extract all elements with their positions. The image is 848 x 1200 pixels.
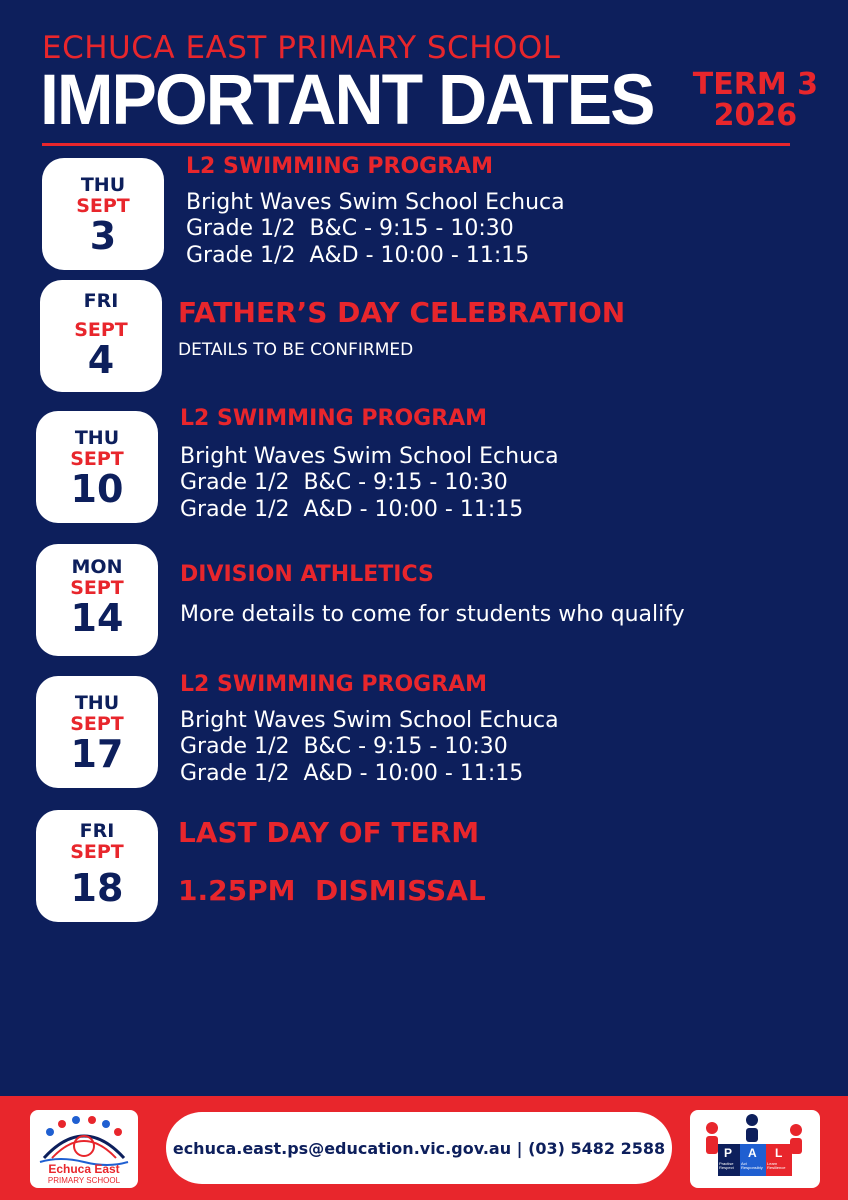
date-month: SEPT [70, 712, 124, 735]
date-weekday: FRI [83, 290, 119, 312]
event-detail-line: Grade 1/2 B&C - 9:15 - 10:30 [186, 216, 514, 242]
date-day: 18 [70, 865, 124, 910]
event-details-3 [180, 444, 559, 523]
date-day: 10 [70, 466, 124, 511]
event-title-2: FATHER’S DAY CELEBRATION [178, 296, 626, 329]
date-month: SEPT [74, 318, 128, 341]
pal-caption-resilience: Learn Resilience [767, 1161, 786, 1170]
date-weekday: THU [74, 692, 120, 714]
date-month: SEPT [70, 447, 124, 470]
term-label: TERM 3 [692, 67, 818, 102]
event-details-1 [186, 190, 565, 269]
pal-letter-p: P [724, 1146, 733, 1160]
logo-school-name: Echuca East [48, 1162, 120, 1176]
event-details-2 [178, 340, 413, 360]
event-title-1: L2 SWIMMING PROGRAM [186, 154, 494, 179]
date-card-2 [40, 280, 162, 392]
pal-letter-a: A [748, 1146, 757, 1160]
event-details-5 [180, 708, 559, 787]
event-title-6: LAST DAY OF TERM [178, 816, 480, 849]
date-card-1 [42, 158, 164, 270]
date-month: SEPT [70, 840, 124, 863]
pal-letter-l: L [775, 1146, 783, 1160]
logo-school-type: PRIMARY SCHOOL [47, 1176, 121, 1185]
event-detail-line: Bright Waves Swim School Echuca [180, 708, 559, 733]
date-day: 17 [70, 731, 124, 776]
date-day: 14 [70, 595, 124, 640]
event-detail-line: Bright Waves Swim School Echuca [180, 444, 559, 469]
event-detail-line: Grade 1/2 A&D - 10:00 - 11:15 [180, 496, 524, 522]
term-year: 2026 [713, 97, 798, 133]
footer-bar [0, 1096, 848, 1200]
pal-logo [690, 1110, 820, 1188]
event-details-4 [180, 602, 685, 628]
contact-info [166, 1112, 672, 1184]
school-logo [30, 1110, 138, 1188]
date-day: 4 [87, 337, 115, 382]
date-card-6 [36, 810, 158, 922]
date-card-5 [36, 676, 158, 788]
title-divider [42, 143, 790, 146]
date-card-4 [36, 544, 158, 656]
school-name: ECHUCA EAST PRIMARY SCHOOL [42, 30, 561, 66]
pal-caption-responsibly: Act Responsibly [741, 1161, 763, 1170]
date-weekday: FRI [79, 820, 115, 842]
event-detail-line: DETAILS TO BE CONFIRMED [178, 340, 414, 360]
date-weekday: MON [71, 556, 123, 578]
date-weekday: THU [80, 174, 126, 196]
event-title-3: L2 SWIMMING PROGRAM [180, 406, 488, 431]
page-title: IMPORTANT DATES [40, 60, 654, 140]
event-detail-line: Grade 1/2 A&D - 10:00 - 11:15 [186, 242, 530, 268]
event-detail-line: More details to come for students who qualify [180, 602, 685, 627]
event-detail-line: Bright Waves Swim School Echuca [186, 190, 565, 215]
event-detail-line: Grade 1/2 B&C - 9:15 - 10:30 [180, 734, 508, 760]
pal-caption-respect: Practise Respect [719, 1161, 734, 1170]
event-title-5: L2 SWIMMING PROGRAM [180, 672, 488, 697]
school-logo-icon [30, 1110, 138, 1166]
event-subtitle-6: 1.25PM DISMISSAL [178, 874, 486, 907]
contact-text: echuca.east.ps@education.vic.gov.au | (03) 5482 2588 [172, 1138, 666, 1158]
date-day: 3 [89, 213, 117, 258]
event-detail-line: Grade 1/2 B&C - 9:15 - 10:30 [180, 470, 508, 496]
date-card-3 [36, 411, 158, 523]
date-weekday: THU [74, 427, 120, 449]
date-month: SEPT [70, 576, 124, 599]
term-badge [692, 67, 818, 133]
date-month: SEPT [76, 194, 130, 217]
event-detail-line: Grade 1/2 A&D - 10:00 - 11:15 [180, 760, 524, 786]
event-title-4: DIVISION ATHLETICS [180, 562, 434, 587]
